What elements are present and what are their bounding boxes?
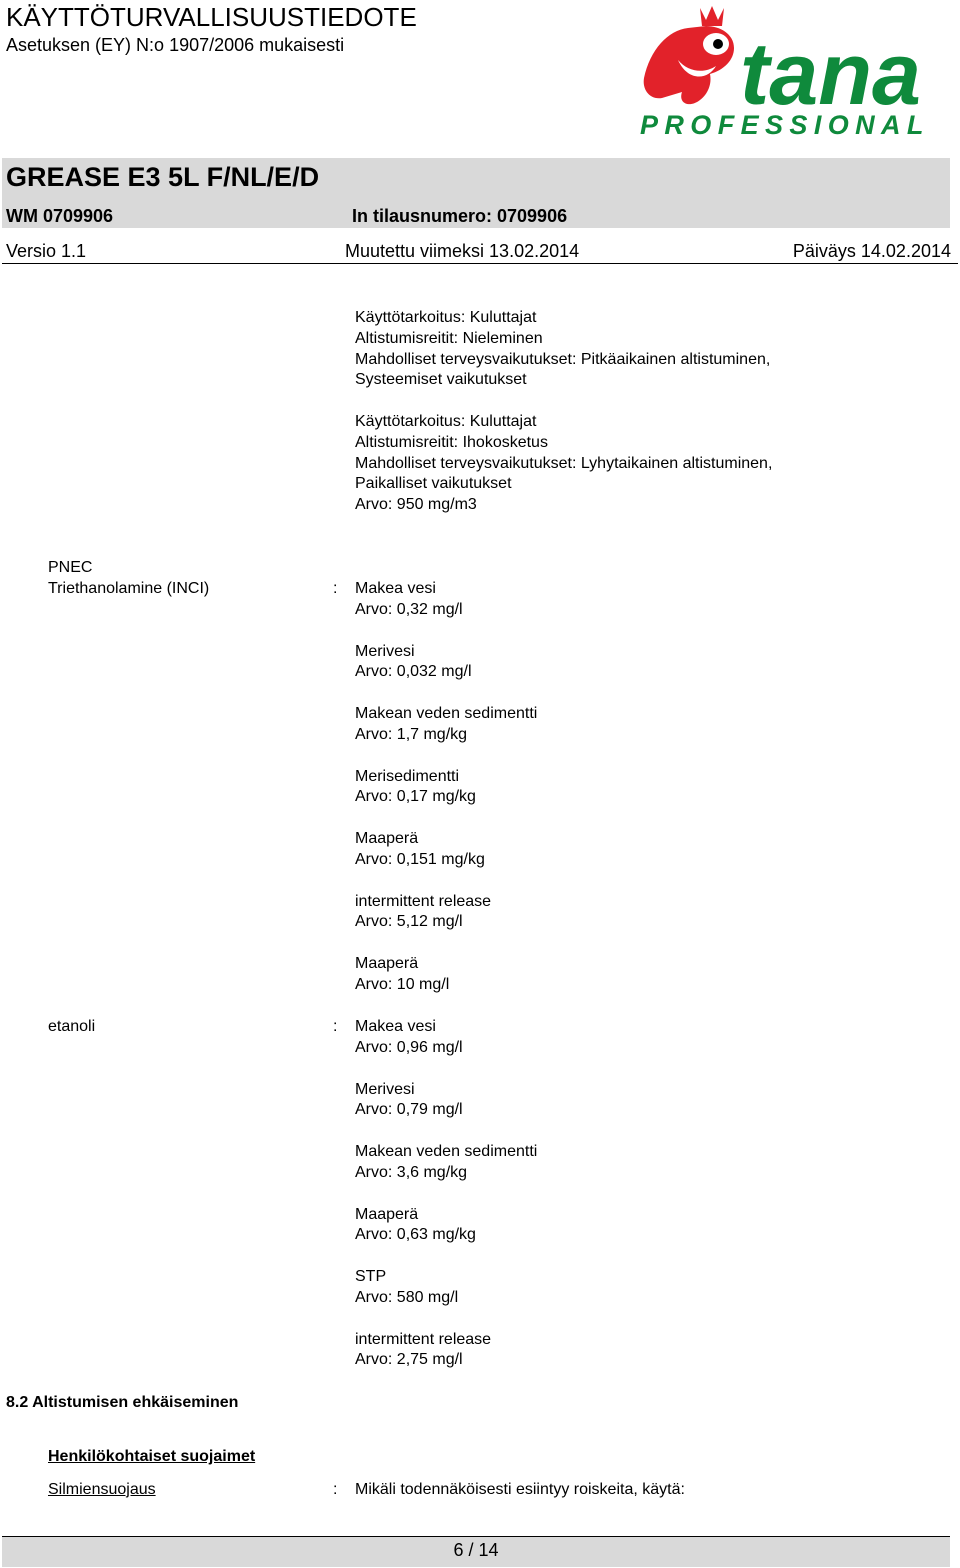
product-name: GREASE E3 5L F/NL/E/D (6, 162, 320, 192)
pnec-entry (355, 1267, 458, 1309)
dnel-line: Mahdolliset terveysvaikutukset: Pitkäaikainen altistuminen, (355, 350, 771, 368)
pnec-value: Arvo: 0,32 mg/l (355, 600, 463, 618)
ppe-heading: Henkilökohtaiset suojaimet (48, 1448, 256, 1465)
substance-name-triethanolamine: Triethanolamine (INCI) (48, 580, 210, 597)
pnec-entry (355, 1080, 463, 1122)
pnec-value: Arvo: 5,12 mg/l (355, 913, 463, 931)
section-heading-8-2: 8.2 Altistumisen ehkäiseminen (6, 1394, 239, 1411)
pnec-medium: Maaperä (355, 830, 419, 847)
logo-wordmark: tana (740, 24, 921, 123)
pnec-entry (355, 642, 472, 684)
pnec-entry (355, 1330, 491, 1372)
pnec-entry (355, 1017, 463, 1059)
issue-date: Päiväys 14.02.2014 (792, 241, 951, 261)
tana-professional-logo (638, 0, 948, 142)
pnec-medium: Merisedimentti (355, 767, 460, 785)
pnec-entry (355, 1142, 537, 1184)
frog-mascot-icon (644, 6, 734, 104)
pnec-value: Arvo: 0,151 mg/kg (355, 850, 485, 868)
wm-code: WM 0709906 (6, 206, 114, 226)
pnec-medium: Makean veden sedimentti (355, 1143, 538, 1160)
colon-separator: : (333, 1481, 338, 1498)
pnec-medium: Merivesi (355, 1080, 415, 1098)
pnec-value: Arvo: 3,6 mg/kg (355, 1163, 468, 1181)
version: Versio 1.1 (6, 241, 87, 261)
document-subtitle: Asetuksen (EY) N:o 1907/2006 mukaisesti (6, 35, 345, 55)
pnec-entry (355, 579, 463, 621)
eye-protection-label: Silmiensuojaus (48, 1481, 156, 1498)
dnel-line: Altistumisreitit: Nieleminen (355, 329, 543, 347)
pnec-medium: intermittent release (355, 892, 492, 910)
colon-separator: : (333, 1018, 338, 1035)
dnel-line: Mahdolliset terveysvaikutukset: Lyhytaikainen altistuminen, (355, 454, 773, 472)
pnec-entry (355, 1205, 476, 1247)
pnec-medium: Makea vesi (355, 580, 436, 597)
pnec-value: Arvo: 1,7 mg/kg (355, 725, 468, 743)
pnec-label: PNEC (48, 559, 93, 576)
dnel-line: Systeemiset vaikutukset (355, 371, 527, 389)
pnec-medium: intermittent release (355, 1330, 492, 1348)
pnec-entry (355, 704, 537, 746)
pnec-entry (355, 892, 491, 934)
dnel-block-2 (355, 412, 772, 516)
dnel-line: Altistumisreitit: Ihokosketus (355, 433, 548, 451)
pnec-entry (355, 829, 485, 871)
pnec-medium: Makea vesi (355, 1018, 436, 1035)
logo-subtext: PROFESSIONAL (640, 110, 930, 140)
pnec-value: Arvo: 0,79 mg/l (355, 1101, 463, 1119)
header-divider (2, 263, 958, 264)
page-number: 6 / 14 (453, 1540, 499, 1560)
substance-name-etanoli: etanoli (48, 1018, 96, 1035)
pnec-medium: Maaperä (355, 955, 419, 972)
pnec-medium: Merivesi (355, 642, 415, 660)
pnec-medium: Makean veden sedimentti (355, 705, 538, 722)
order-number: In tilausnumero: 0709906 (352, 206, 568, 226)
pnec-value: Arvo: 0,032 mg/l (355, 663, 472, 681)
dnel-line: Paikalliset vaikutukset (355, 475, 512, 493)
colon-separator: : (333, 580, 338, 597)
pnec-value: Arvo: 0,63 mg/kg (355, 1226, 476, 1244)
pnec-entry (355, 767, 476, 809)
pnec-value: Arvo: 0,17 mg/kg (355, 788, 476, 806)
dnel-line: Käyttötarkoitus: Kuluttajat (355, 309, 537, 326)
pnec-value: Arvo: 10 mg/l (355, 975, 450, 993)
last-modified: Muutettu viimeksi 13.02.2014 (345, 241, 580, 261)
pnec-medium: STP (355, 1268, 387, 1285)
dnel-line: Arvo: 950 mg/m3 (355, 496, 477, 514)
pnec-value: Arvo: 2,75 mg/l (355, 1351, 463, 1369)
pnec-value: Arvo: 580 mg/l (355, 1288, 459, 1306)
pnec-entry (355, 954, 449, 996)
dnel-line: Käyttötarkoitus: Kuluttajat (355, 413, 537, 430)
dnel-block-1 (355, 308, 770, 391)
document-title: KÄYTTÖTURVALLISUUSTIEDOTE (6, 2, 417, 32)
eye-protection-value: Mikäli todennäköisesti esiintyy roiskeita, käytä: (355, 1481, 685, 1498)
pnec-value: Arvo: 0,96 mg/l (355, 1038, 463, 1056)
pnec-medium: Maaperä (355, 1205, 419, 1223)
